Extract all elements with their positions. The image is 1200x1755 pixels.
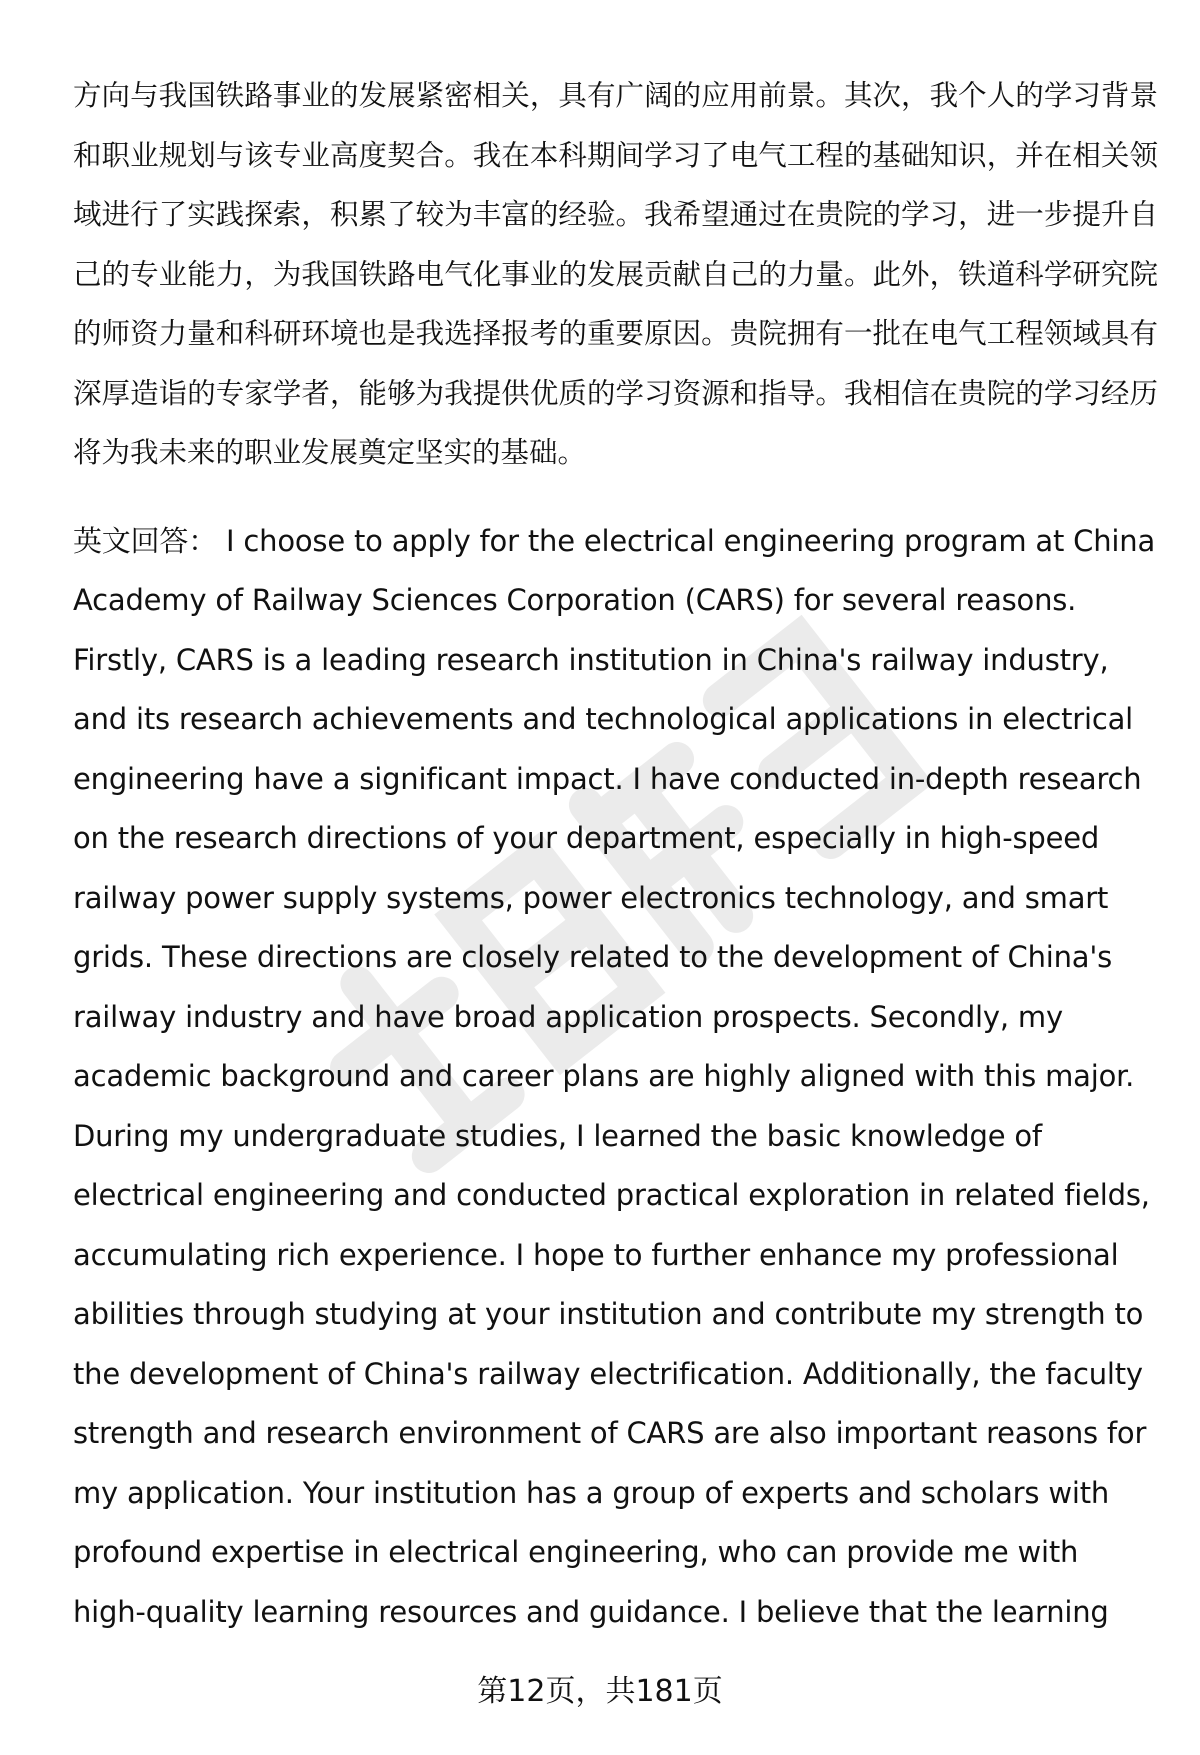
document-body xyxy=(73,66,1158,1642)
chinese-answer-paragraph: 方向与我国铁路事业的发展紧密相关，具有广阔的应用前景。其次，我个人的学习背景和职业规划与该专业高度契合。我在本科期间学习了电气工程的基础知识，并在相关领域进行了实践探索，积累了较为丰富的经验。我希望通过在贵院的学习，进一步提升自己的专业能力，为我国铁路电气化事业的发展贡献自己的力量。此外，铁道科学研究院的师资力量和科研环境也是我选择报考的重要原因。贵院拥有一批在电气工程领域具有深厚造诣的专家学者，能够为我提供优质的学习资源和指导。我相信在贵院的学习经历将为我未来的职业发展奠定坚实的基础。 xyxy=(73,79,1158,469)
english-answer-label: 英文回答： xyxy=(73,523,218,558)
english-answer-text: I choose to apply for the electrical engineering program at China Academy of Railway Sciences Corporation (CARS) for several reasons. Firstly, CARS is a leading research institution in China's railway industry, and its research achievements and technological applications in electrical engineering have a significant impact. I have conducted in-depth research on the research directions of your department, especially in high-speed railway power supply systems, power electronics technology, and smart grids. These directions are closely related to the development of China's railway industry and have broad application prospects. Secondly, my academic background and career plans are highly aligned with this major. During my undergraduate studies, I learned the basic knowledge of electrical engineering and conducted practical exploration in related fields, accumulating rich experience. I hope to further enhance my professional abilities through studying at your institution and contribute my strength to the development of China's railway electrification. Additionally, the faculty strength and research environment of CARS are also important reasons for my application. Your institution has a group of experts and scholars with profound expertise in electrical engineering, who can provide me with high-quality learning resources and guidance. I believe that the learning xyxy=(73,523,1156,1629)
english-answer-paragraph xyxy=(73,512,1158,1643)
page-number-footer: 第12页，共181页 xyxy=(477,1674,723,1709)
